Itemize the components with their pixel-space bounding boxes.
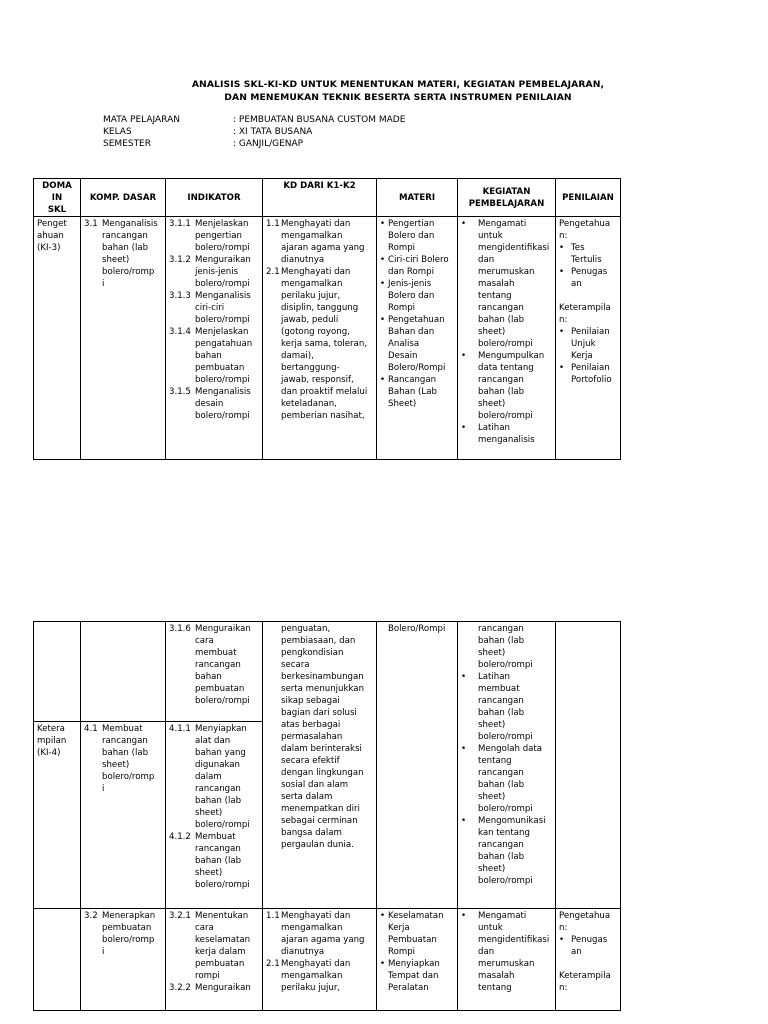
indikator-item: 3.1.2 Menguraikan jenis-jenis bolero/rompi (169, 255, 251, 289)
k1k2-item: 2.1 Menghayati dan mengamalkan perilaku jujur, (266, 959, 351, 993)
indikator-item: 3.2.1 Menentukan cara keselamatan kerja dalam pembuatan rompi (169, 911, 251, 981)
meta-value: : XI TATA BUSANA (233, 127, 313, 137)
kegiatan-item: • Mengamati untuk mengidentifikasi dan merumuskan masalah tentang rancangan bahan (lab sheet) bolero/rompi (461, 219, 550, 349)
kegiatan-item: • Mengomunikasi kan tentang rancangan bahan (lab sheet) bolero/rompi (461, 816, 546, 886)
table-row (34, 217, 621, 460)
kegiatan-item: • Latihan membuat rancangan bahan (lab sheet) bolero/rompi (461, 672, 533, 742)
indikator-item: 3.2.2 Menguraikan (169, 983, 251, 993)
cell-penilaian (556, 909, 621, 1011)
meta-row (103, 114, 405, 126)
penilaian-item: • Penilaian Unjuk Kerja (559, 327, 610, 361)
indikator-item: 3.1.3 Menganalisis ciri-ciri bolero/rompi (169, 291, 251, 325)
cell-indikator (166, 217, 263, 460)
kegiatan-continued: rancangan bahan (lab sheet) bolero/rompi (478, 624, 533, 670)
penilaian-item: • Penilaian Portofolio (559, 363, 612, 385)
penilaian-item: • Penugas an (559, 267, 608, 289)
kegiatan-item: • Mengamati untuk mengidentifikasi dan merumuskan masalah tentang (461, 911, 550, 993)
cell-k1k2 (263, 622, 377, 909)
penilaian-heading: Pengetahua n: (559, 219, 611, 241)
cell-kd (81, 722, 166, 909)
kd-text: Membuat rancangan bahan (lab sheet) bolero/romp i (102, 724, 155, 794)
materi-continued: Bolero/Rompi (388, 624, 446, 634)
cell-indikator (166, 909, 263, 1011)
document-title (0, 78, 768, 104)
cell-kegiatan (458, 909, 556, 1011)
cell-indikator (166, 722, 263, 909)
col-header-k1k2: KD DARI K1-K2 (263, 179, 377, 217)
cell-domain (34, 909, 81, 1011)
col-header-kegiatan: KEGIATAN PEMBELAJARAN (458, 179, 556, 217)
meta-label: KELAS (103, 127, 132, 137)
materi-item: • Ciri-ciri Bolero dan Rompi (380, 255, 449, 277)
meta-value: : GANJIL/GENAP (233, 139, 304, 149)
kd-text: Menganalisis rancangan bahan (lab sheet) bolero/romp i (102, 219, 158, 289)
table-row (34, 622, 621, 722)
penilaian-item: • Tes Tertulis (559, 243, 602, 265)
meta-label: MATA PELAJARAN (103, 115, 180, 125)
kd-text: Menerapkan pembuatan bolero/romp i (102, 911, 156, 957)
table-row (34, 909, 621, 1011)
col-header-kd: KOMP. DASAR (81, 179, 166, 217)
document-meta (103, 114, 405, 150)
kegiatan-item: • Latihan menganalisis (461, 423, 535, 445)
indikator-item: 3.1.1 Menjelaskan pengertian bolero/rompi (169, 219, 250, 253)
indikator-item: 4.1.2 Membuat rancangan bahan (lab sheet) bolero/rompi (169, 832, 250, 890)
kd-number: 4.1 (84, 724, 98, 734)
indikator-item: 3.1.4 Menjelaskan pengatahuan bahan pembuatan bolero/rompi (169, 327, 253, 385)
cell-materi (377, 622, 458, 909)
kd-number: 3.2 (84, 911, 98, 921)
title-line-2: DAN MENEMUKAN TEKNIK BESERTA SERTA INSTRUMEN PENILAIAN (224, 92, 572, 103)
indikator-item: 4.1.1 Menyiapkan alat dan bahan yang digunakan dalam rancangan bahan (lab sheet) bolero/rompi (169, 724, 250, 830)
kd-number: 3.1 (84, 219, 98, 229)
analysis-table-page-1 (33, 178, 621, 460)
title-line-1: ANALISIS SKL-KI-KD UNTUK MENENTUKAN MATERI, KEGIATAN PEMBELAJARAN, (191, 79, 605, 90)
materi-item: • Rancangan Bahan (Lab Sheet) (380, 375, 437, 409)
cell-domain (34, 622, 81, 722)
col-header-indikator: INDIKATOR (166, 179, 263, 217)
penilaian-item: • Penugas an (559, 935, 608, 957)
k1k2-item: 2.1 Menghayati dan mengamalkan perilaku jujur, disiplin, tanggung jawab, peduli (gotong royong, kerja sama, toleran, damai), bertanggung- jawab, responsif, dan proaktif melalui keteladanan, pemberian nasihat, (266, 267, 368, 421)
cell-domain: Ketera mpilan (KI-4) (34, 722, 81, 909)
k1k2-item: 1.1 Menghayati dan mengamalkan ajaran agama yang dianutnya (266, 219, 365, 265)
k1k2-continued-text: penguatan, pembiasaan, dan pengkondisian secara berkesinambungan serta menunjukkan sikap sebagai bagian dari solusi atas berbagai permasalahan dalam berinteraksi secara efektif dengan lingkungan sosial dan alam serta dalam menempatkan diri sebagai cerminan bangsa dalam pergaulan dunia. (281, 624, 365, 850)
kegiatan-item: • Mengolah data tentang rancangan bahan (lab sheet) bolero/rompi (461, 744, 543, 814)
materi-item: • Pengetahuan Bahan dan Analisa Desain Bolero/Rompi (380, 315, 446, 373)
meta-row (103, 138, 405, 150)
materi-item: • Pengertian Bolero dan Rompi (380, 219, 435, 253)
penilaian-heading: Keterampila n: (559, 971, 611, 993)
cell-materi (377, 217, 458, 460)
col-header-penilaian: PENILAIAN (556, 179, 621, 217)
meta-value: : PEMBUATAN BUSANA CUSTOM MADE (233, 115, 406, 125)
materi-item: • Keselamatan Kerja Pembuatan Rompi (380, 911, 444, 957)
materi-item: • Jenis-jenis Bolero dan Rompi (380, 279, 435, 313)
penilaian-heading: Pengetahua n: (559, 911, 611, 933)
k1k2-item: 1.1 Menghayati dan mengamalkan ajaran agama yang dianutnya (266, 911, 365, 957)
cell-kd (81, 622, 166, 722)
cell-kd (81, 217, 166, 460)
cell-k1k2 (263, 909, 377, 1011)
cell-penilaian (556, 217, 621, 460)
analysis-table-page-2 (33, 621, 621, 1011)
materi-item: • Menyiapkan Tempat dan Peralatan (380, 959, 440, 993)
meta-label: SEMESTER (103, 139, 152, 149)
indikator-item: 3.1.5 Menganalisis desain bolero/rompi (169, 387, 251, 421)
cell-kegiatan (458, 217, 556, 460)
table-header-row (34, 179, 621, 217)
cell-k1k2 (263, 217, 377, 460)
indikator-item: 3.1.6 Menguraikan cara membuat rancangan bahan pembuatan bolero/rompi (169, 624, 251, 706)
penilaian-heading: Keterampila n: (559, 303, 611, 325)
cell-materi (377, 909, 458, 1011)
col-header-materi: MATERI (377, 179, 458, 217)
kegiatan-item: • Mengumpulkan data tentang rancangan bahan (lab sheet) bolero/rompi (461, 351, 545, 421)
cell-kd (81, 909, 166, 1011)
col-header-domain: DOMA IN SKL (34, 179, 81, 217)
cell-kegiatan (458, 622, 556, 909)
meta-row (103, 126, 405, 138)
cell-indikator (166, 622, 263, 722)
cell-penilaian (556, 622, 621, 909)
cell-domain: Penget ahuan (KI-3) (34, 217, 81, 460)
